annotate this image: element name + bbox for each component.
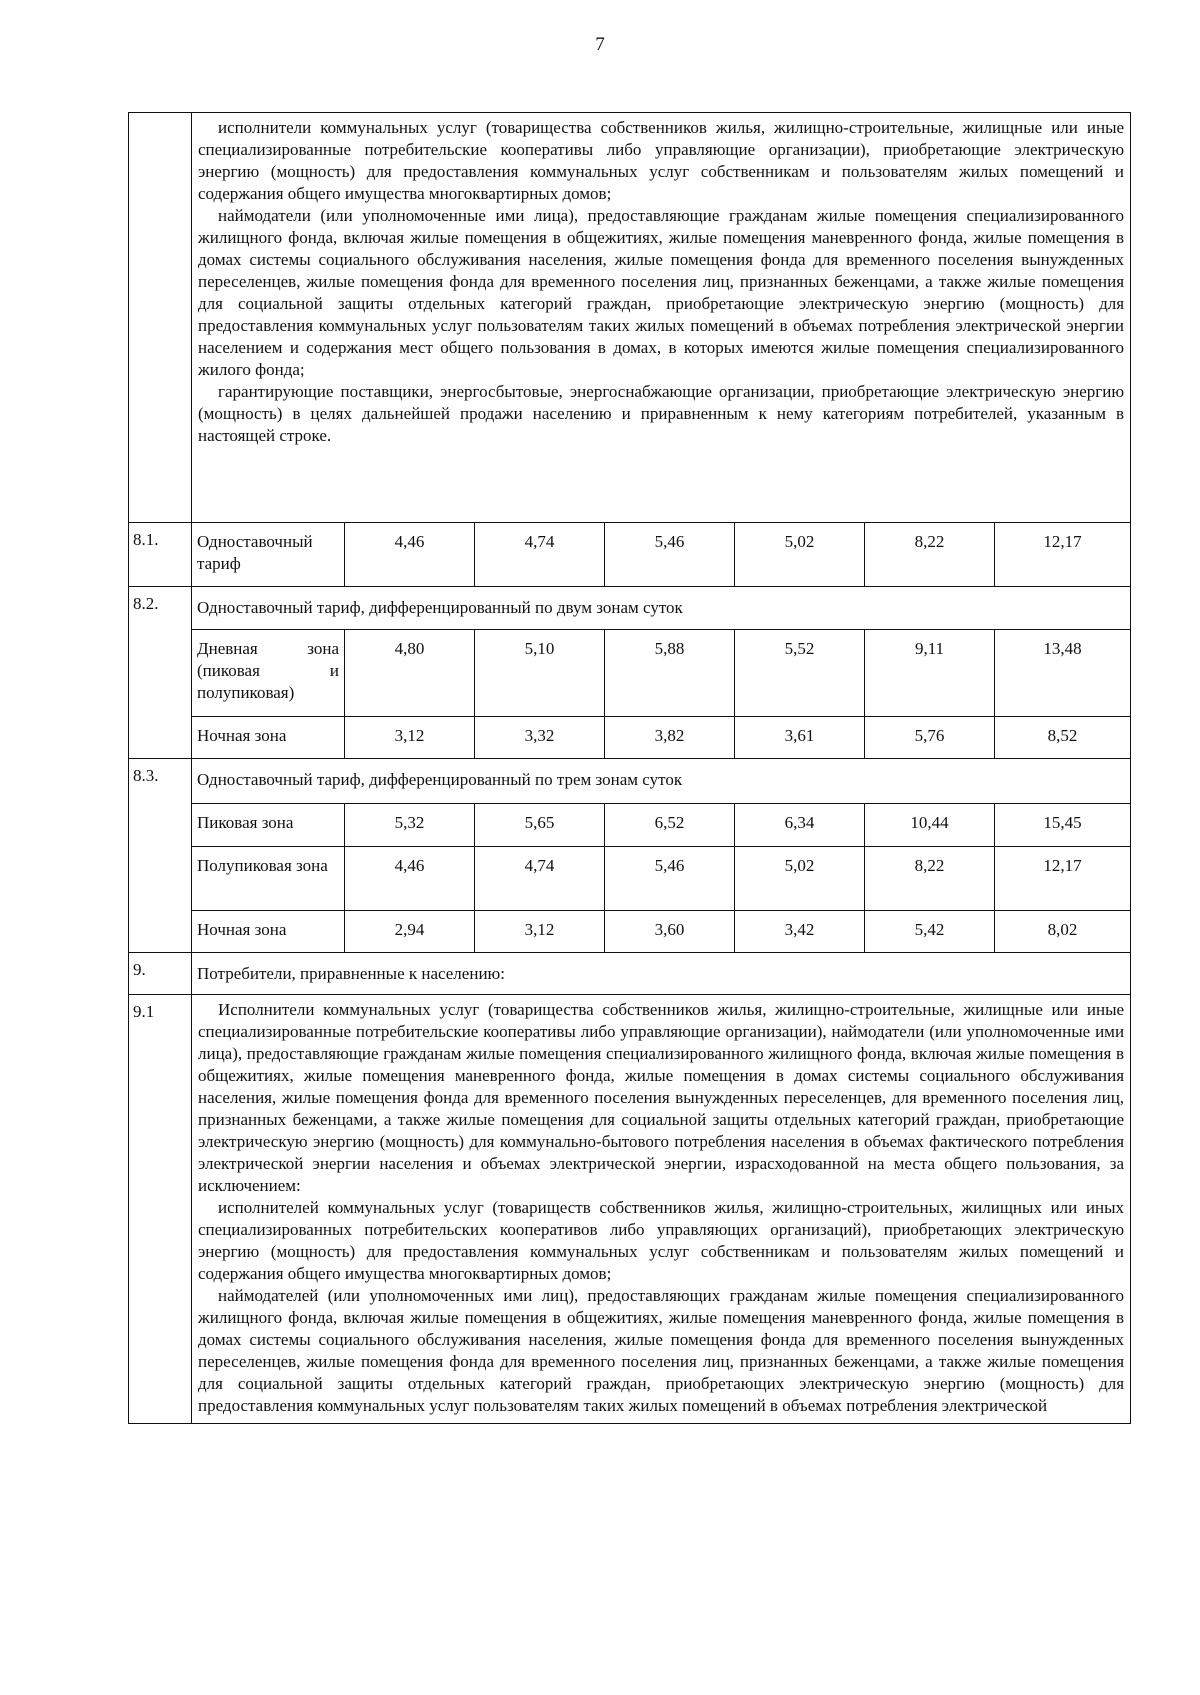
tariff-value: 5,76 xyxy=(865,717,995,759)
tariff-value: 3,32 xyxy=(475,717,605,759)
row-8-3-semipeak xyxy=(129,847,1131,911)
label-part: и xyxy=(329,661,339,680)
row-title: Одноставочный тариф, дифференцированный по двум зонам суток xyxy=(192,587,1131,630)
row-9-1-text-cell xyxy=(192,995,1131,1424)
tariff-value: 3,61 xyxy=(735,717,865,759)
row-label-night-zone: Ночная зона xyxy=(192,717,345,759)
row-9-1 xyxy=(129,995,1131,1424)
tariff-value: 8,22 xyxy=(865,523,995,587)
tariff-value: 4,46 xyxy=(345,847,475,911)
tariff-value: 5,02 xyxy=(735,523,865,587)
row-8-3-title xyxy=(129,759,1131,804)
intro-row xyxy=(129,113,1131,523)
row-8-3-peak xyxy=(129,804,1131,847)
intro-paragraph: гарантирующие поставщики, энергосбытовые, энергоснабжающие организации, приобретающие электрическую энергию (мощность) в целях дальнейшей продажи населению и приравненным к нему категориям потребителей, указанным в настоящей строке. xyxy=(198,382,1125,445)
label-part: (пиковая xyxy=(197,661,260,680)
tariff-value: 3,12 xyxy=(475,911,605,953)
tariff-value: 5,46 xyxy=(605,847,735,911)
tariff-value: 4,74 xyxy=(475,847,605,911)
tariff-value: 5,32 xyxy=(345,804,475,847)
tariff-value: 8,52 xyxy=(995,717,1131,759)
tariff-value: 3,42 xyxy=(735,911,865,953)
tariff-value: 5,10 xyxy=(475,630,605,717)
row-title: Потребители, приравненные к населению: xyxy=(192,953,1131,995)
tariff-value: 5,46 xyxy=(605,523,735,587)
row-title: Одноставочный тариф, дифференцированный по трем зонам суток xyxy=(192,759,1131,804)
label-part: Дневная xyxy=(197,639,258,658)
tariff-value: 6,34 xyxy=(735,804,865,847)
row-label-night-zone: Ночная зона xyxy=(192,911,345,953)
tariff-value: 8,22 xyxy=(865,847,995,911)
row-number: 9. xyxy=(129,953,192,995)
intro-num-cell xyxy=(129,113,192,523)
page-number: 7 xyxy=(595,34,605,55)
row-8-3-night xyxy=(129,911,1131,953)
tariff-value: 5,52 xyxy=(735,630,865,717)
tariff-value: 5,88 xyxy=(605,630,735,717)
intro-paragraph: наймодатели (или уполномоченные ими лица), предоставляющие гражданам жилые помещения специализированного жилищного фонда, включая жилые помещения в общежитиях, жилые помещения маневренного фонда, жилые помещения в домах системы социального обслуживания населения, жилые помещения фонда для временного поселения вынужденных переселенцев, жилые помещения фонда для временного поселения лиц, признанных беженцами, а также жилые помещения для социальной защиты отдельных категорий граждан, приобретающие электрическую энергию (мощность) для предоставления коммунальных услуг пользователям таких жилых помещений в объемах потребления электрической энергии населением и содержания мест общего пользования в домах, в которых имеются жилые помещения специализированного жилого фонда; xyxy=(198,206,1125,379)
intro-text-cell xyxy=(192,113,1131,523)
tariff-value: 12,17 xyxy=(995,523,1131,587)
row-label: Одноставочный тариф xyxy=(192,523,345,587)
row-8-2-day xyxy=(129,630,1131,717)
tariff-value: 4,80 xyxy=(345,630,475,717)
paragraph: исполнителей коммунальных услуг (товариществ собственников жилья, жилищно-строительных, жилищных или иных специализированных потребительских кооперативов либо управляющих организаций), приобретающих электрическую энергию (мощность) для предоставления коммунальных услуг собственникам и пользователям жилых помещений и содержания общего имущества многоквартирных домов; xyxy=(198,1198,1125,1283)
intro-paragraph: исполнители коммунальных услуг (товарищества собственников жилья, жилищно-строительные, жилищные или иные специализированные потребительские кооперативы либо управляющие организации), приобретающие электрическую энергию (мощность) для предоставления коммунальных услуг собственникам и пользователям жилых помещений и содержания общего имущества многоквартирных домов; xyxy=(198,118,1125,203)
tariff-value: 15,45 xyxy=(995,804,1131,847)
label-part: полупиковая) xyxy=(197,683,295,702)
tariff-value: 6,52 xyxy=(605,804,735,847)
tariff-value: 2,94 xyxy=(345,911,475,953)
row-8-2-title xyxy=(129,587,1131,630)
tariff-value: 5,42 xyxy=(865,911,995,953)
row-number: 9.1 xyxy=(129,995,192,1424)
row-label-peak-zone: Пиковая зона xyxy=(192,804,345,847)
tariff-value: 5,02 xyxy=(735,847,865,911)
tariff-value: 8,02 xyxy=(995,911,1131,953)
row-8-2-night xyxy=(129,717,1131,759)
tariff-value: 5,65 xyxy=(475,804,605,847)
label-part: зона xyxy=(307,639,339,658)
tariff-value: 12,17 xyxy=(995,847,1131,911)
row-number: 8.1. xyxy=(129,523,192,587)
row-number: 8.2. xyxy=(129,587,192,759)
tariff-value: 10,44 xyxy=(865,804,995,847)
tariff-value: 4,46 xyxy=(345,523,475,587)
row-label-semipeak-zone: Полупиковая зона xyxy=(192,847,345,911)
tariff-value: 9,11 xyxy=(865,630,995,717)
tariff-value: 13,48 xyxy=(995,630,1131,717)
tariff-value: 3,82 xyxy=(605,717,735,759)
row-8-1 xyxy=(129,523,1131,587)
paragraph: наймодателей (или уполномоченных ими лиц), предоставляющих гражданам жилые помещения специализированного жилищного фонда, включая жилые помещения в общежитиях, жилые помещения маневренного фонда, жилые помещения в домах системы социального обслуживания населения, жилые помещения фонда для временного поселения вынужденных переселенцев, жилые помещения фонда для временного поселения лиц, признанных беженцами, а также жилые помещения для социальной защиты отдельных категорий граждан, приобретающих электрическую энергию (мощность) для предоставления коммунальных услуг пользователям таких жилых помещений в объемах потребления электрической xyxy=(198,1286,1125,1415)
paragraph: Исполнители коммунальных услуг (товарищества собственников жилья, жилищно-строительные, жилищные или иные специализированные потребительские кооперативы либо управляющие организации), наймодатели (или уполномоченные ими лица), предоставляющие гражданам жилые помещения специализированного жилищного фонда, включая жилые помещения в общежитиях, жилые помещения маневренного фонда, жилые помещения в домах системы социального обслуживания населения, жилые помещения фонда для временного поселения вынужденных переселенцев, для временного поселения лиц, признанных беженцами, а также жилые помещения для социальной защиты отдельных категорий граждан, приобретающие электрическую энергию (мощность) для коммунально-бытового потребления населения в объемах фактического потребления электрической энергии населения и объемах электрической энергии, израсходованной на места общего пользования, за исключением: xyxy=(198,1000,1125,1195)
tariff-value: 3,60 xyxy=(605,911,735,953)
row-9 xyxy=(129,953,1131,995)
tariff-table xyxy=(128,112,1131,1424)
row-number: 8.3. xyxy=(129,759,192,953)
tariff-value: 3,12 xyxy=(345,717,475,759)
tariff-value: 4,74 xyxy=(475,523,605,587)
row-label-day-zone xyxy=(192,630,345,717)
